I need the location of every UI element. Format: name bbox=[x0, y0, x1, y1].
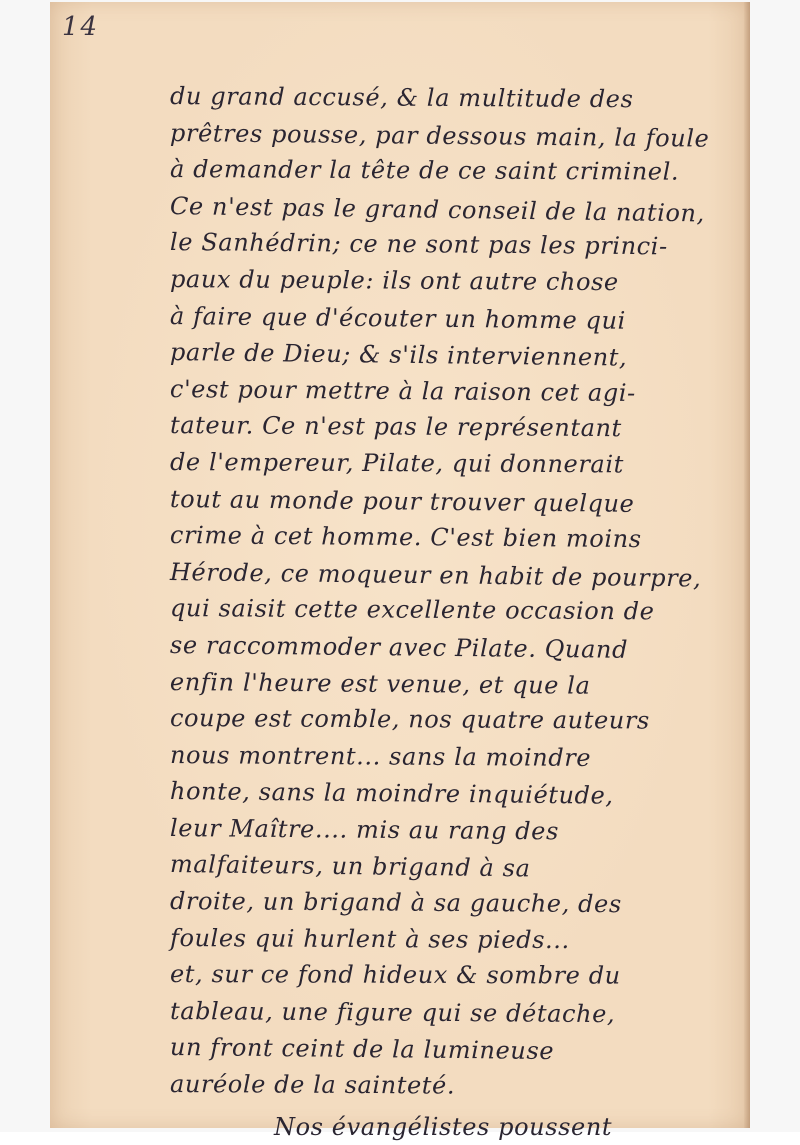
manuscript-line: nous montrent... sans la moindre bbox=[169, 740, 592, 772]
page-number: 14 bbox=[62, 12, 100, 42]
manuscript-line: de l'empereur, Pilate, qui donnerait bbox=[169, 447, 624, 479]
manuscript-line: le Sanhédrin; ce ne sont pas les princi- bbox=[169, 228, 668, 261]
manuscript-line: tout au monde pour trouver quelque bbox=[169, 484, 635, 518]
manuscript-line: Hérode, ce moqueur en habit de pourpre, bbox=[169, 557, 702, 593]
manuscript-line: c'est pour mettre à la raison cet agi- bbox=[169, 374, 636, 407]
manuscript-line: droite, un brigand à sa gauche, des bbox=[169, 887, 622, 919]
manuscript-line: prêtres pousse, par dessous main, la foule bbox=[169, 118, 710, 153]
manuscript-line: leur Maître.... mis au rang des bbox=[169, 813, 560, 846]
manuscript-line: crime à cet homme. C'est bien moins bbox=[169, 521, 642, 554]
manuscript-line: malfaiteurs, un brigand à sa bbox=[169, 850, 531, 883]
manuscript-line: à demander la tête de ce saint criminel. bbox=[169, 155, 680, 186]
manuscript-line: coupe est comble, nos quatre auteurs bbox=[169, 704, 650, 735]
manuscript-line: enfin l'heure est venue, et que la bbox=[169, 667, 591, 700]
manuscript-line: honte, sans la moindre inquiétude, bbox=[169, 777, 614, 810]
manuscript-line: qui saisit cette excellente occasion de bbox=[169, 594, 655, 626]
manuscript-line: foules qui hurlent à ses pieds... bbox=[169, 923, 570, 954]
manuscript-line: auréole de la sainteté. bbox=[169, 1070, 456, 1100]
manuscript-line: du grand accusé, & la multitude des bbox=[169, 82, 634, 114]
manuscript-line: parle de Dieu; & s'ils interviennent, bbox=[169, 338, 628, 372]
manuscript-line: Ce n'est pas le grand conseil de la nation, bbox=[169, 191, 705, 228]
manuscript-line: paux du peuple: ils ont autre chose bbox=[169, 264, 619, 297]
manuscript-closing-line: Nos évangélistes poussent bbox=[274, 1112, 613, 1141]
handwritten-text-block bbox=[170, 78, 750, 1145]
manuscript-line: se raccommoder avec Pilate. Quand bbox=[169, 630, 629, 664]
manuscript-line: à faire que d'écouter un homme qui bbox=[169, 301, 627, 335]
manuscript-line: tableau, une figure qui se détache, bbox=[169, 996, 616, 1028]
manuscript-page bbox=[50, 2, 750, 1141]
manuscript-line: un front ceint de la lumineuse bbox=[169, 1033, 555, 1066]
manuscript-line: tateur. Ce n'est pas le représentant bbox=[169, 411, 622, 443]
manuscript-line: et, sur ce fond hideux & sombre du bbox=[169, 960, 621, 990]
